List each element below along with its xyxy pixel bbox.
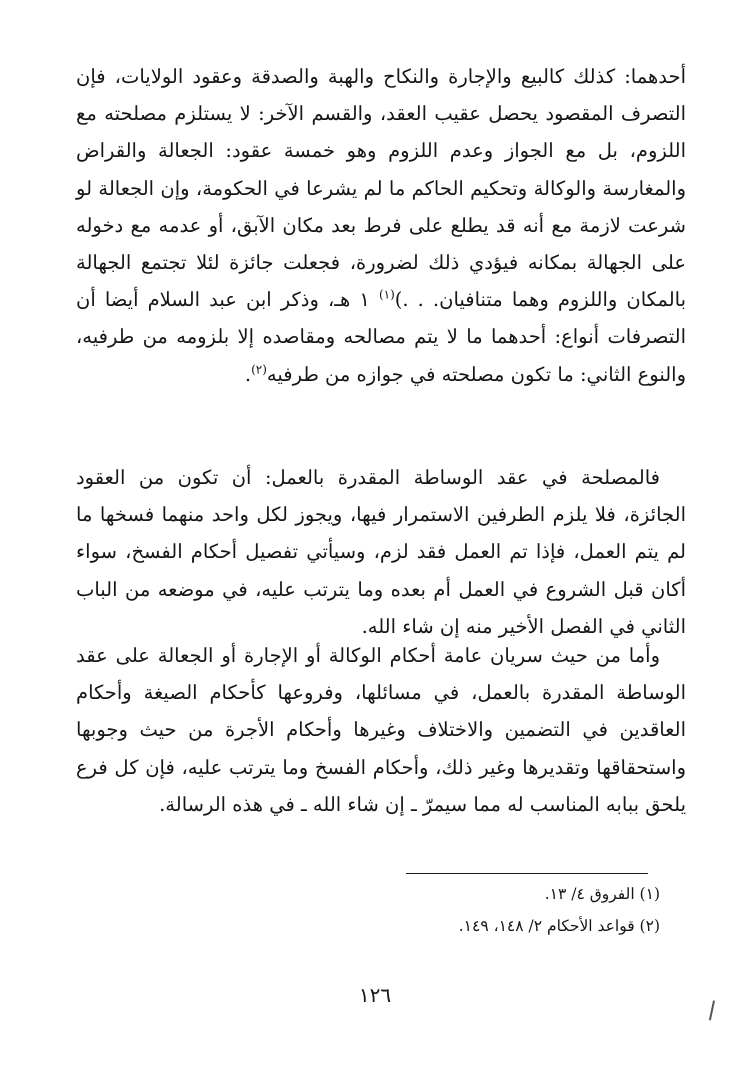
paragraph-1-end: . — [244, 362, 252, 386]
footnote-2: (٢) قواعد الأحكام ٢/ ١٤٨، ١٤٩. — [458, 917, 660, 935]
paragraph-3 — [76, 637, 686, 823]
footnote-1: (١) الفروق ٤/ ١٣. — [544, 885, 660, 903]
paragraph-2 — [76, 459, 686, 645]
paragraph-1 — [76, 58, 686, 393]
footnote-ref-1: (١) — [378, 287, 395, 302]
paragraph-2-text: فالمصلحة في عقد الوساطة المقدرة بالعمل: أن تكون من العقود الجائزة، فلا يلزم الطرفين الاستمرار فيها، ويجوز لكل واحد منهما فسخها ما لم يتم العمل، فإذا تم العمل فقد لزم، وسيأتي تفصيل أحكام الفسخ، سواء أكان قبل الشروع في العمل أم بعده وما يترتب عليه، في موضعه من الباب الثاني في الفصل الأخير منه إن شاء الله. — [76, 466, 686, 638]
paragraph-3-text: وأما من حيث سريان عامة أحكام الوكالة أو الإجارة أو الجعالة على عقد الوساطة المقدرة بالعمل، في مسائلها، وفروعها كأحكام الصيغة وأحكام العاقدين في التضمين والاختلاف وغيرها وأحكام الأجرة من حيث وجوبها واستحقاقها وتقديرها وغير ذلك، وأحكام الفسخ وما يترتب عليه، فإن كل فرع يلحق ببابه المناسب له مما سيمرّ ـ إن شاء الله ـ في هذه الرسالة. — [76, 644, 686, 816]
footnote-divider — [406, 873, 648, 874]
footnotes — [200, 878, 660, 942]
paragraph-1-part-1: أحدهما: كذلك كالبيع والإجارة والنكاح والهبة والصدقة وعقود الولايات، فإن التصرف المقصود يحصل عقيب العقد، والقسم الآخر: لا يستلزم مصلحته مع اللزوم، بل مع الجواز وعدم اللزوم وهو خمسة عقود: الجعالة والقراض والمغارسة والوكالة وتحكيم الحاكم ما لم يشرعا في الحكومة، وإن الجعالة لو شرعت لازمة مع أنه قد يطلع على فرط بعد مكان الآبق، أو عدمه مع دخوله على الجهالة بمكانه فيؤدي ذلك لضرورة، فجعلت جائزة لئلا تجتمع الجهالة بالمكان واللزوم وهما متنافيان. . .) — [76, 65, 687, 312]
paragraph-1-part-2: ١ هـ، وذكر ابن عبد السلام أيضا أن التصرفات أنواع: أحدهما ما لا يتم مصالحه ومقاصده إلا بلزومه من طرفيه، والنوع الثاني: ما تكون مصلحته في جوازه من طرفيه — [76, 288, 686, 386]
page-number: ١٢٦ — [358, 983, 392, 1007]
footnote-ref-2: (٢) — [251, 362, 267, 377]
paragraph-1-text — [76, 58, 686, 393]
